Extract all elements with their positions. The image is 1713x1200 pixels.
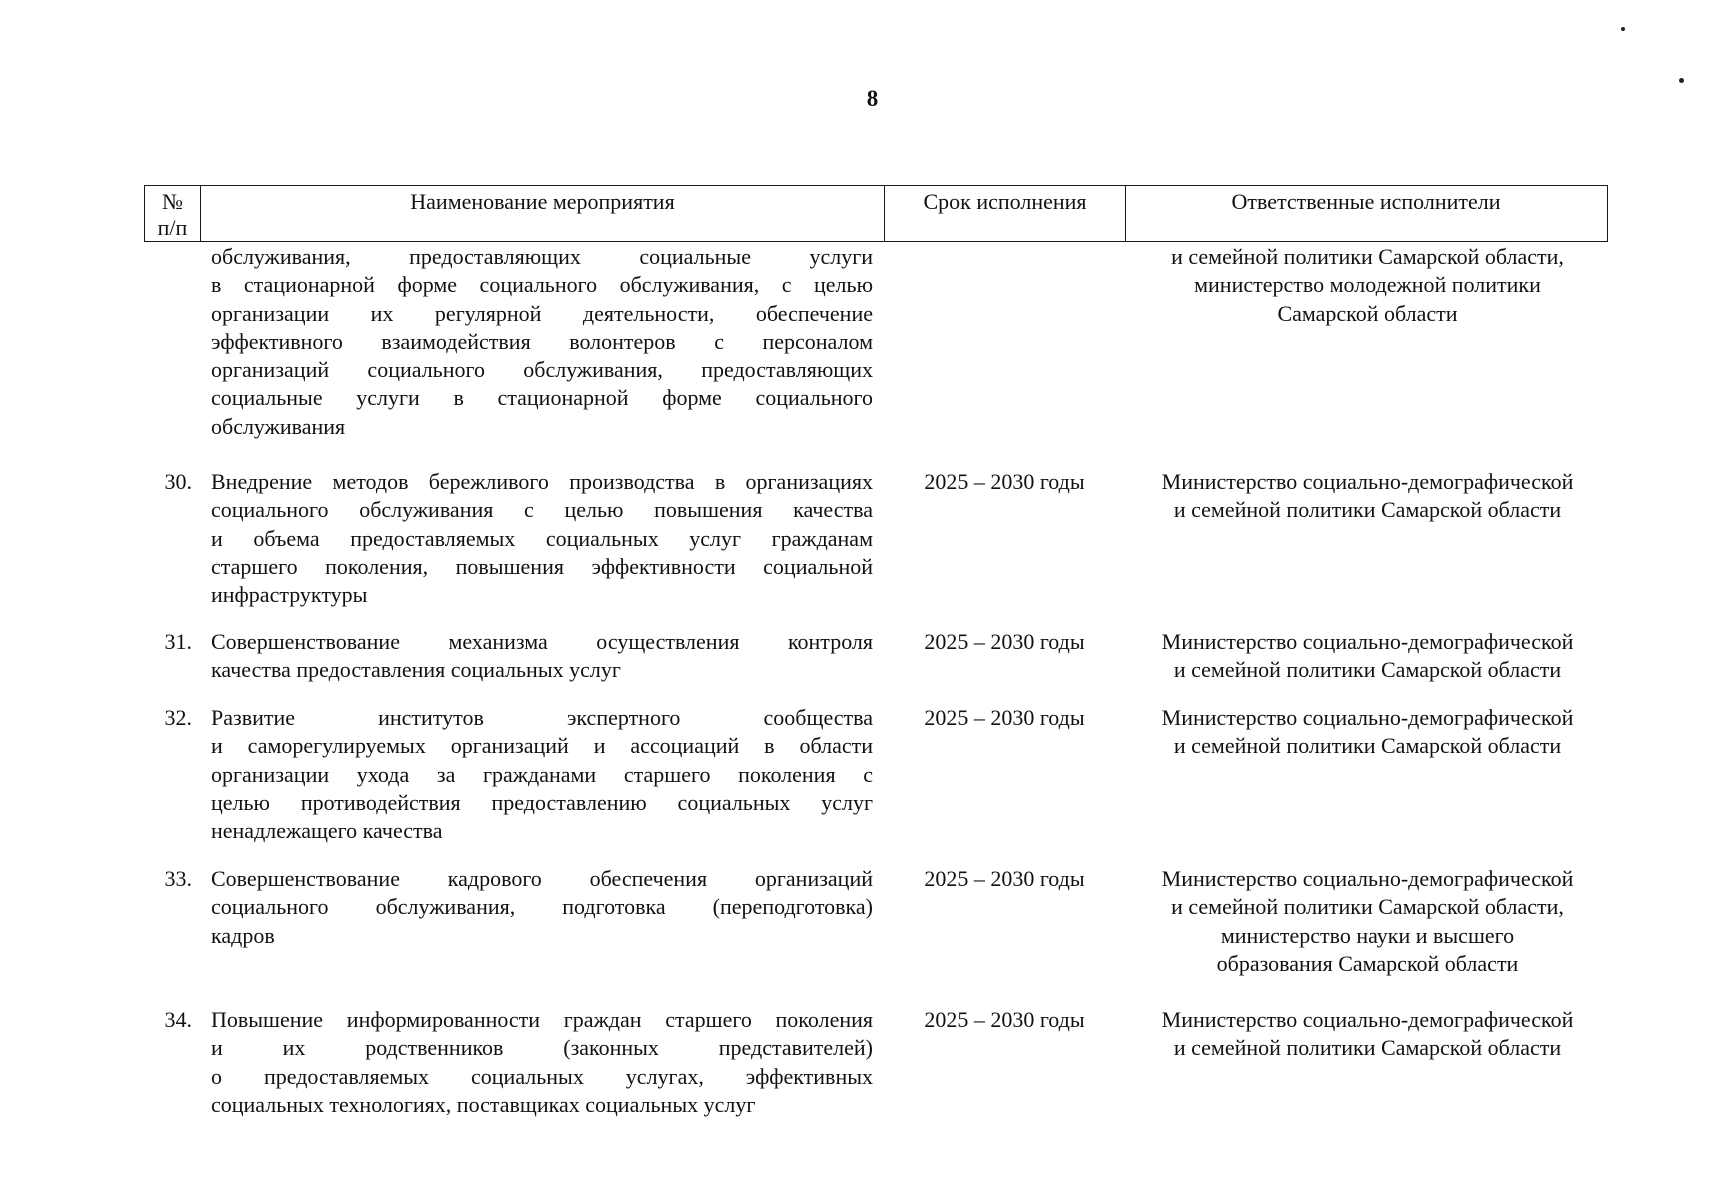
responsible xyxy=(1125,468,1610,525)
text-line: и семейной политики Самарской области xyxy=(1173,733,1562,759)
text-line: ненадлежащего качества xyxy=(211,818,443,844)
text-line: социальные услуги в стационарной форме социального xyxy=(211,385,873,411)
term: 2025 – 2030 годы xyxy=(924,705,1085,730)
text-line: образования Самарской области xyxy=(1216,950,1519,976)
text-line: и саморегулируемых организаций и ассоциаций в области xyxy=(211,733,873,759)
text-line: Повышение информированности граждан старшего поколения xyxy=(211,1007,873,1032)
text-line: Министерство социально-демографической xyxy=(1161,1007,1574,1032)
text-line: организации их регулярной деятельности, обеспечение xyxy=(211,300,873,326)
responsible xyxy=(1125,1006,1610,1063)
text-line: обслуживания, предоставляющих социальные услуги xyxy=(211,244,873,269)
event-name xyxy=(211,865,873,950)
scan-speck xyxy=(1621,27,1625,31)
text-line: и объема предоставляемых социальных услуг гражданам xyxy=(211,525,873,551)
text-line: Самарской области xyxy=(1277,300,1458,326)
term: 2025 – 2030 годы xyxy=(924,469,1085,494)
text-line: Совершенствование механизма осуществления контроля xyxy=(211,629,873,654)
text-line: министерство науки и высшего xyxy=(1220,922,1515,948)
page-number: 8 xyxy=(866,86,879,111)
text-line: министерство молодежной политики xyxy=(1194,272,1541,298)
row-number: 30. xyxy=(164,469,192,494)
text-line: о предоставляемых социальных услугах, эффективных xyxy=(211,1063,873,1089)
text-line: и семейной политики Самарской области xyxy=(1173,657,1562,683)
header-name: Наименование мероприятия xyxy=(201,186,885,241)
text-line: Министерство социально-демографической xyxy=(1161,629,1574,654)
text-line: организаций социального обслуживания, предоставляющих xyxy=(211,357,873,383)
text-line: старшего поколения, повышения эффективности социальной xyxy=(211,553,873,579)
term: 2025 – 2030 годы xyxy=(924,866,1085,891)
row-number: 31. xyxy=(164,629,192,654)
event-name xyxy=(211,704,873,845)
text-line: и семейной политики Самарской области, xyxy=(1171,894,1564,920)
responsible xyxy=(1125,865,1610,978)
header-number xyxy=(145,186,201,241)
text-line: и семейной политики Самарской области xyxy=(1173,497,1562,523)
text-line: социальных технологиях, поставщиках социальных услуг xyxy=(211,1091,756,1117)
text-line: Внедрение методов бережливого производства в организациях xyxy=(211,469,873,494)
text-line: в стационарной форме социального обслуживания, с целью xyxy=(211,272,873,298)
text-line: кадров xyxy=(211,922,275,948)
responsible xyxy=(1125,628,1610,685)
text-line: Министерство социально-демографической xyxy=(1161,705,1574,730)
header-responsible: Ответственные исполнители xyxy=(1231,189,1501,214)
text-line: Министерство социально-демографической xyxy=(1161,866,1574,891)
header-number-label: № п/п xyxy=(157,189,188,240)
text-line: инфраструктуры xyxy=(211,582,368,608)
row-number: 34. xyxy=(164,1007,192,1032)
term: 2025 – 2030 годы xyxy=(924,1007,1085,1032)
term: 2025 – 2030 годы xyxy=(924,629,1085,654)
text-line: организации ухода за гражданами старшего поколения с xyxy=(211,761,873,787)
table-header xyxy=(144,185,1608,242)
text-line: и семейной политики Самарской области xyxy=(1173,1035,1562,1061)
text-line: и семейной политики Самарской области, xyxy=(1171,244,1564,269)
text-line: качества предоставления социальных услуг xyxy=(211,657,621,683)
text-line: Совершенствование кадрового обеспечения организаций xyxy=(211,866,873,891)
header-term: Срок исполнения xyxy=(885,186,1126,241)
event-name xyxy=(211,628,873,685)
text-line: целью противодействия предоставлению социальных услуг xyxy=(211,789,873,815)
responsible xyxy=(1125,704,1610,761)
event-name xyxy=(211,243,873,441)
scan-speck xyxy=(1679,78,1684,83)
text-line: эффективного взаимодействия волонтеров с персоналом xyxy=(211,328,873,354)
event-name xyxy=(211,468,873,609)
row-number: 33. xyxy=(164,866,192,891)
text-line: Развитие институтов экспертного сообщества xyxy=(211,705,873,730)
row-number: 32. xyxy=(164,705,192,730)
text-line: обслуживания xyxy=(211,413,346,439)
event-name xyxy=(211,1006,873,1119)
text-line: и их родственников (законных представителей) xyxy=(211,1035,873,1061)
text-line: социального обслуживания, подготовка (переподготовка) xyxy=(211,894,873,920)
responsible xyxy=(1125,243,1610,328)
text-line: социального обслуживания с целью повышения качества xyxy=(211,497,873,523)
text-line: Министерство социально-демографической xyxy=(1161,469,1574,494)
